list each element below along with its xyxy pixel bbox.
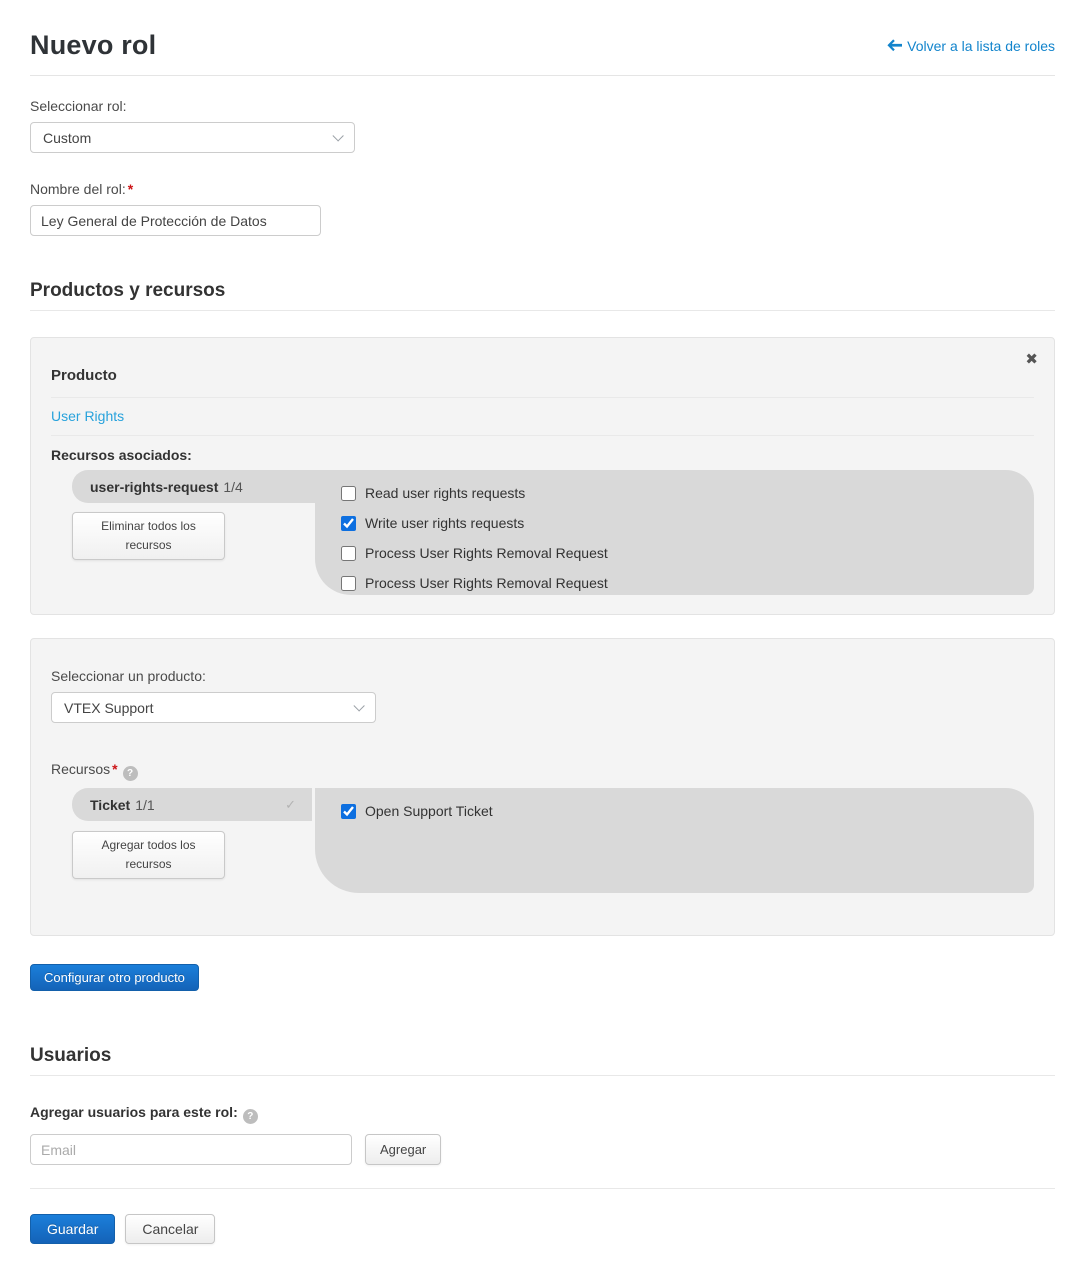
resource-group-count: 1/4 bbox=[223, 478, 243, 495]
close-icon[interactable]: ✖ bbox=[1025, 351, 1038, 368]
help-icon[interactable]: ? bbox=[243, 1109, 258, 1124]
email-input[interactable] bbox=[30, 1134, 352, 1165]
resource-checkbox[interactable] bbox=[341, 576, 356, 591]
resource-row bbox=[341, 538, 1034, 568]
back-link-label: Volver a la lista de roles bbox=[907, 37, 1055, 54]
role-name-input[interactable] bbox=[30, 205, 321, 236]
resource-group-name: user-rights-request bbox=[90, 478, 219, 495]
resource-group-name: Ticket bbox=[90, 796, 131, 813]
role-name-field bbox=[30, 181, 1055, 236]
configure-other-product-button[interactable]: Configurar otro producto bbox=[30, 964, 199, 991]
select-role-field bbox=[30, 98, 1055, 153]
page-header bbox=[30, 30, 1055, 76]
footer-actions bbox=[30, 1214, 1055, 1244]
required-asterisk: * bbox=[127, 181, 134, 197]
back-arrow-icon bbox=[887, 39, 902, 52]
resource-area bbox=[72, 470, 1034, 595]
resource-group-tab[interactable] bbox=[72, 470, 315, 503]
role-name-label: Nombre del rol: bbox=[30, 181, 126, 197]
footer-divider bbox=[30, 1188, 1055, 1189]
resource-row bbox=[341, 568, 1034, 598]
product-select[interactable] bbox=[51, 692, 376, 723]
page-title: Nuevo rol bbox=[30, 30, 157, 60]
check-icon: ✓ bbox=[285, 796, 296, 812]
configured-product-card bbox=[30, 337, 1055, 615]
remove-all-resources-button[interactable]: Eliminar todos los recursos bbox=[72, 512, 225, 560]
select-product-label: Seleccionar un producto: bbox=[51, 668, 206, 684]
resource-group-tab[interactable] bbox=[72, 788, 312, 821]
cancel-button[interactable]: Cancelar bbox=[125, 1214, 215, 1244]
add-user-row bbox=[30, 1134, 1055, 1165]
resource-row bbox=[341, 508, 1034, 538]
resource-checkbox[interactable] bbox=[341, 804, 356, 819]
role-select[interactable] bbox=[30, 122, 355, 153]
new-product-card bbox=[30, 638, 1055, 936]
resource-label[interactable]: Open Support Ticket bbox=[365, 803, 493, 819]
resource-area bbox=[72, 788, 1034, 893]
resource-checkbox[interactable] bbox=[341, 486, 356, 501]
resource-label[interactable]: Read user rights requests bbox=[365, 485, 526, 501]
resource-label[interactable]: Write user rights requests bbox=[365, 515, 525, 531]
users-section-heading: Usuarios bbox=[30, 1045, 1055, 1076]
chevron-down-icon bbox=[332, 130, 343, 141]
add-users-label: Agregar usuarios para este rol: bbox=[30, 1104, 238, 1120]
resource-panel bbox=[315, 470, 1034, 595]
add-user-button[interactable]: Agregar bbox=[365, 1134, 441, 1165]
select-role-label: Seleccionar rol: bbox=[30, 98, 127, 114]
product-label: Producto bbox=[51, 358, 1034, 398]
associated-resources-label: Recursos asociados: bbox=[51, 447, 192, 463]
save-button[interactable]: Guardar bbox=[30, 1214, 115, 1244]
chevron-down-icon bbox=[353, 700, 364, 711]
resource-row bbox=[341, 478, 1034, 508]
resource-group-count: 1/1 bbox=[135, 796, 155, 813]
resource-label[interactable]: Process User Rights Removal Request bbox=[365, 575, 608, 591]
products-section-heading: Productos y recursos bbox=[30, 280, 1055, 311]
resource-label[interactable]: Process User Rights Removal Request bbox=[365, 545, 608, 561]
resource-checkbox[interactable] bbox=[341, 546, 356, 561]
required-asterisk: * bbox=[112, 761, 118, 777]
role-select-value: Custom bbox=[43, 129, 92, 146]
back-to-roles-link[interactable] bbox=[887, 38, 1055, 54]
product-select-value: VTEX Support bbox=[64, 699, 154, 716]
product-name-link[interactable]: User Rights bbox=[51, 398, 1034, 436]
add-all-resources-button[interactable]: Agregar todos los recursos bbox=[72, 831, 225, 879]
resource-panel bbox=[315, 788, 1034, 893]
resources-label: Recursos bbox=[51, 761, 111, 777]
resource-checkbox[interactable] bbox=[341, 516, 356, 531]
resource-row bbox=[341, 796, 1034, 826]
help-icon[interactable]: ? bbox=[123, 766, 138, 781]
